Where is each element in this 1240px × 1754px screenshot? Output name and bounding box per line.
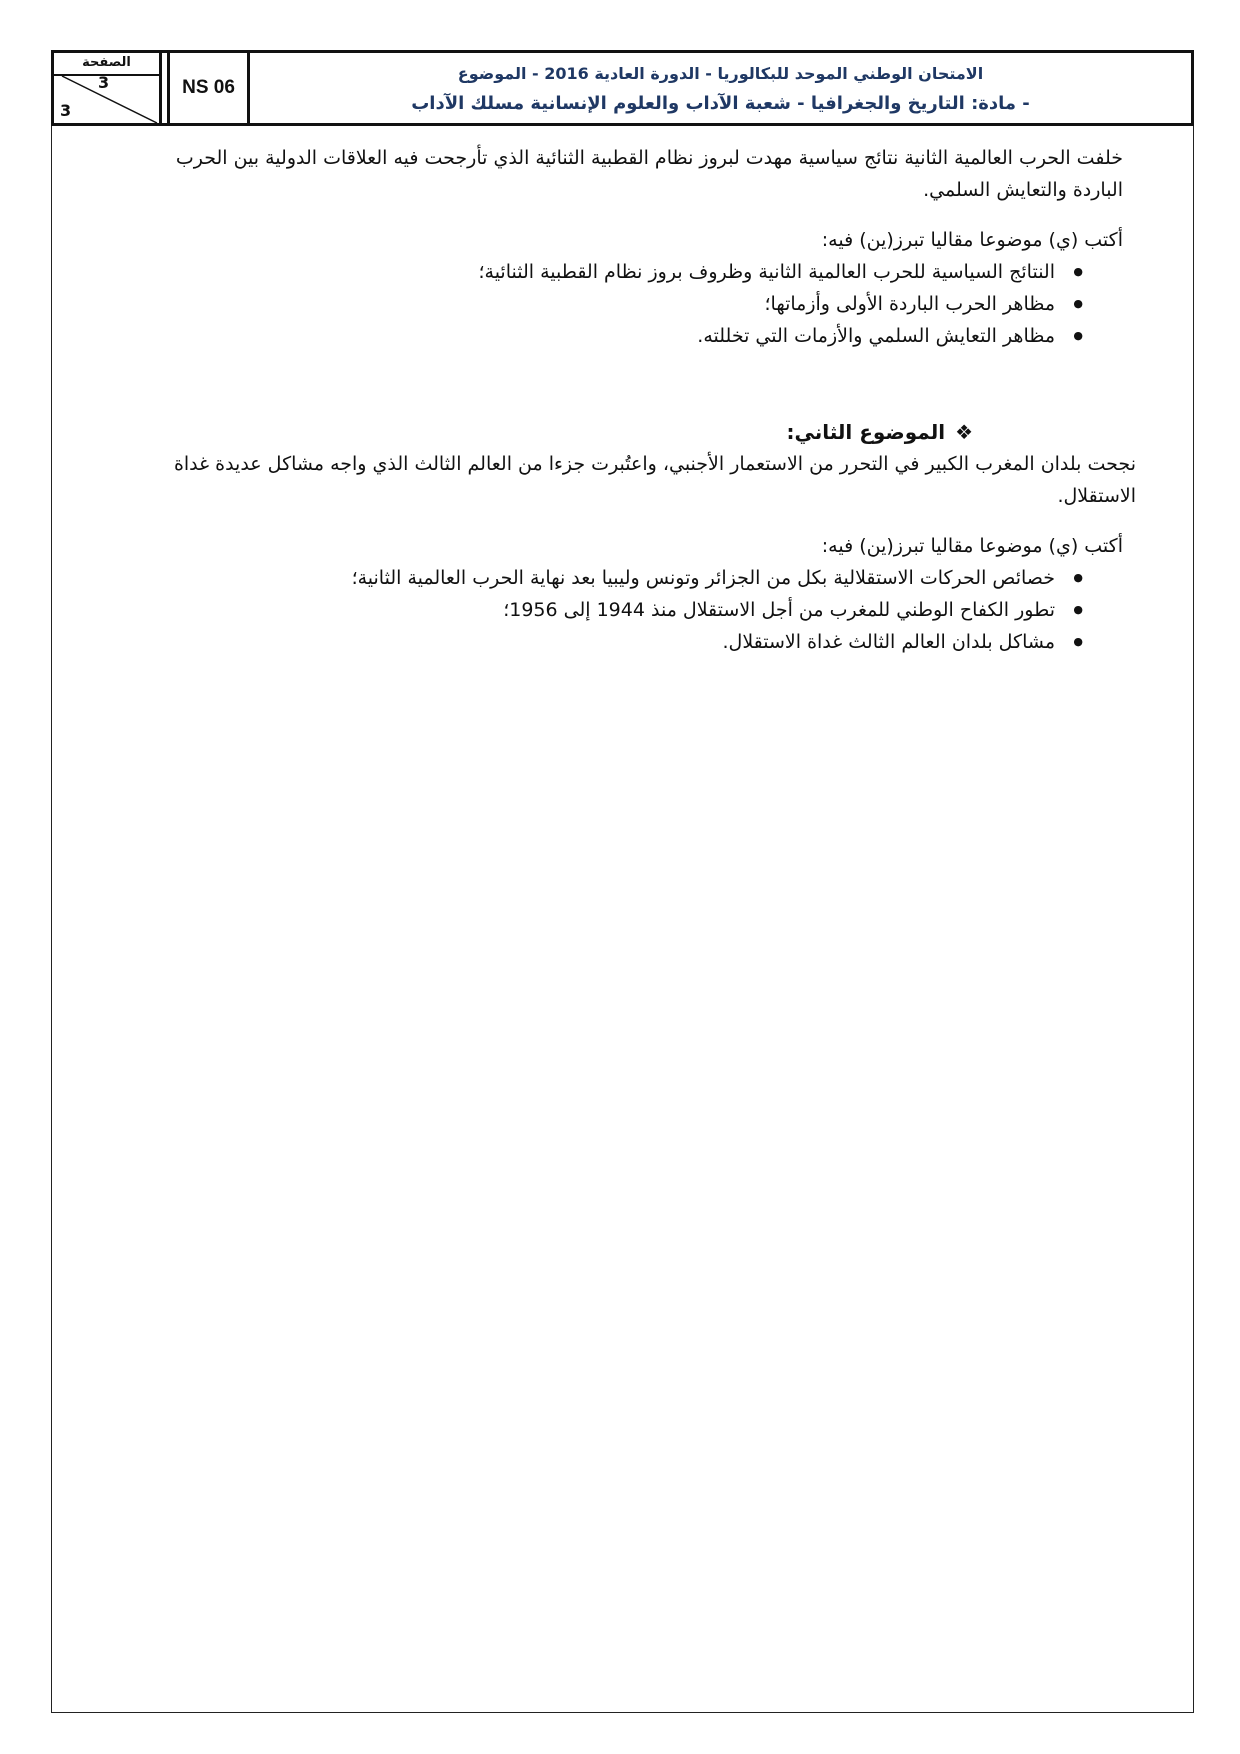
page-number-box (54, 53, 162, 123)
list-item: ● تطور الكفاح الوطني للمغرب من أجل الاستقلال منذ 1944 إلى 1956؛ (148, 594, 1083, 626)
topic2-heading (148, 416, 1123, 448)
diamond-bullet-icon: ❖ (955, 420, 973, 444)
topic2-heading-text: الموضوع الثاني: (786, 420, 946, 444)
page-total: 3 (60, 101, 72, 120)
topic2-prompt: أكتب (ي) موضوعا مقاليا تبرز(ين) فيه: (821, 535, 1123, 557)
page-number: 3 (98, 73, 110, 92)
page-label: الصفحة (82, 55, 131, 70)
exam-title-line-2: - مادة: التاريخ والجغرافيا - شعبة الآداب والعلوم الإنسانية مسلك الآداب (411, 93, 1030, 114)
list-item: ● مظاهر الحرب الباردة الأولى وأزماتها؛ (148, 288, 1083, 320)
exam-title-line-1: الامتحان الوطني الموحد للبكالوريا - الدورة العادية 2016 - الموضوع (457, 64, 984, 83)
topic2-list (148, 562, 1123, 658)
topic2-intro: نجحت بلدان المغرب الكبير في التحرر من الاستعمار الأجنبي، واعتُبرت جزءا من العالم الثالث الذي واجه مشاكل عديدة غداة الاستقلال. (173, 453, 1136, 507)
list-item: ● خصائص الحركات الاستقلالية بكل من الجزائر وتونس وليبيا بعد نهاية الحرب العالمية الثانية؛ (148, 562, 1083, 594)
topic1-list (148, 256, 1123, 352)
list-item: ● مظاهر التعايش السلمي والأزمات التي تخللته. (148, 320, 1083, 352)
topic1-prompt: أكتب (ي) موضوعا مقاليا تبرز(ين) فيه: (821, 229, 1123, 251)
list-item: ● مشاكل بلدان العالم الثالث غداة الاستقلال. (148, 626, 1083, 658)
exam-title (250, 53, 1191, 123)
exam-code: NS 06 (170, 53, 250, 123)
list-item: ● النتائج السياسية للحرب العالمية الثانية وظروف بروز نظام القطبية الثنائية؛ (148, 256, 1083, 288)
exam-header (51, 50, 1194, 126)
topic1-intro: خلفت الحرب العالمية الثانية نتائج سياسية مهدت لبروز نظام القطبية الثنائية الذي تأرجحت فيه العلاقات الدولية بين الحرب الباردة والتعايش السلمي. (175, 147, 1123, 201)
exam-content (148, 142, 1136, 658)
